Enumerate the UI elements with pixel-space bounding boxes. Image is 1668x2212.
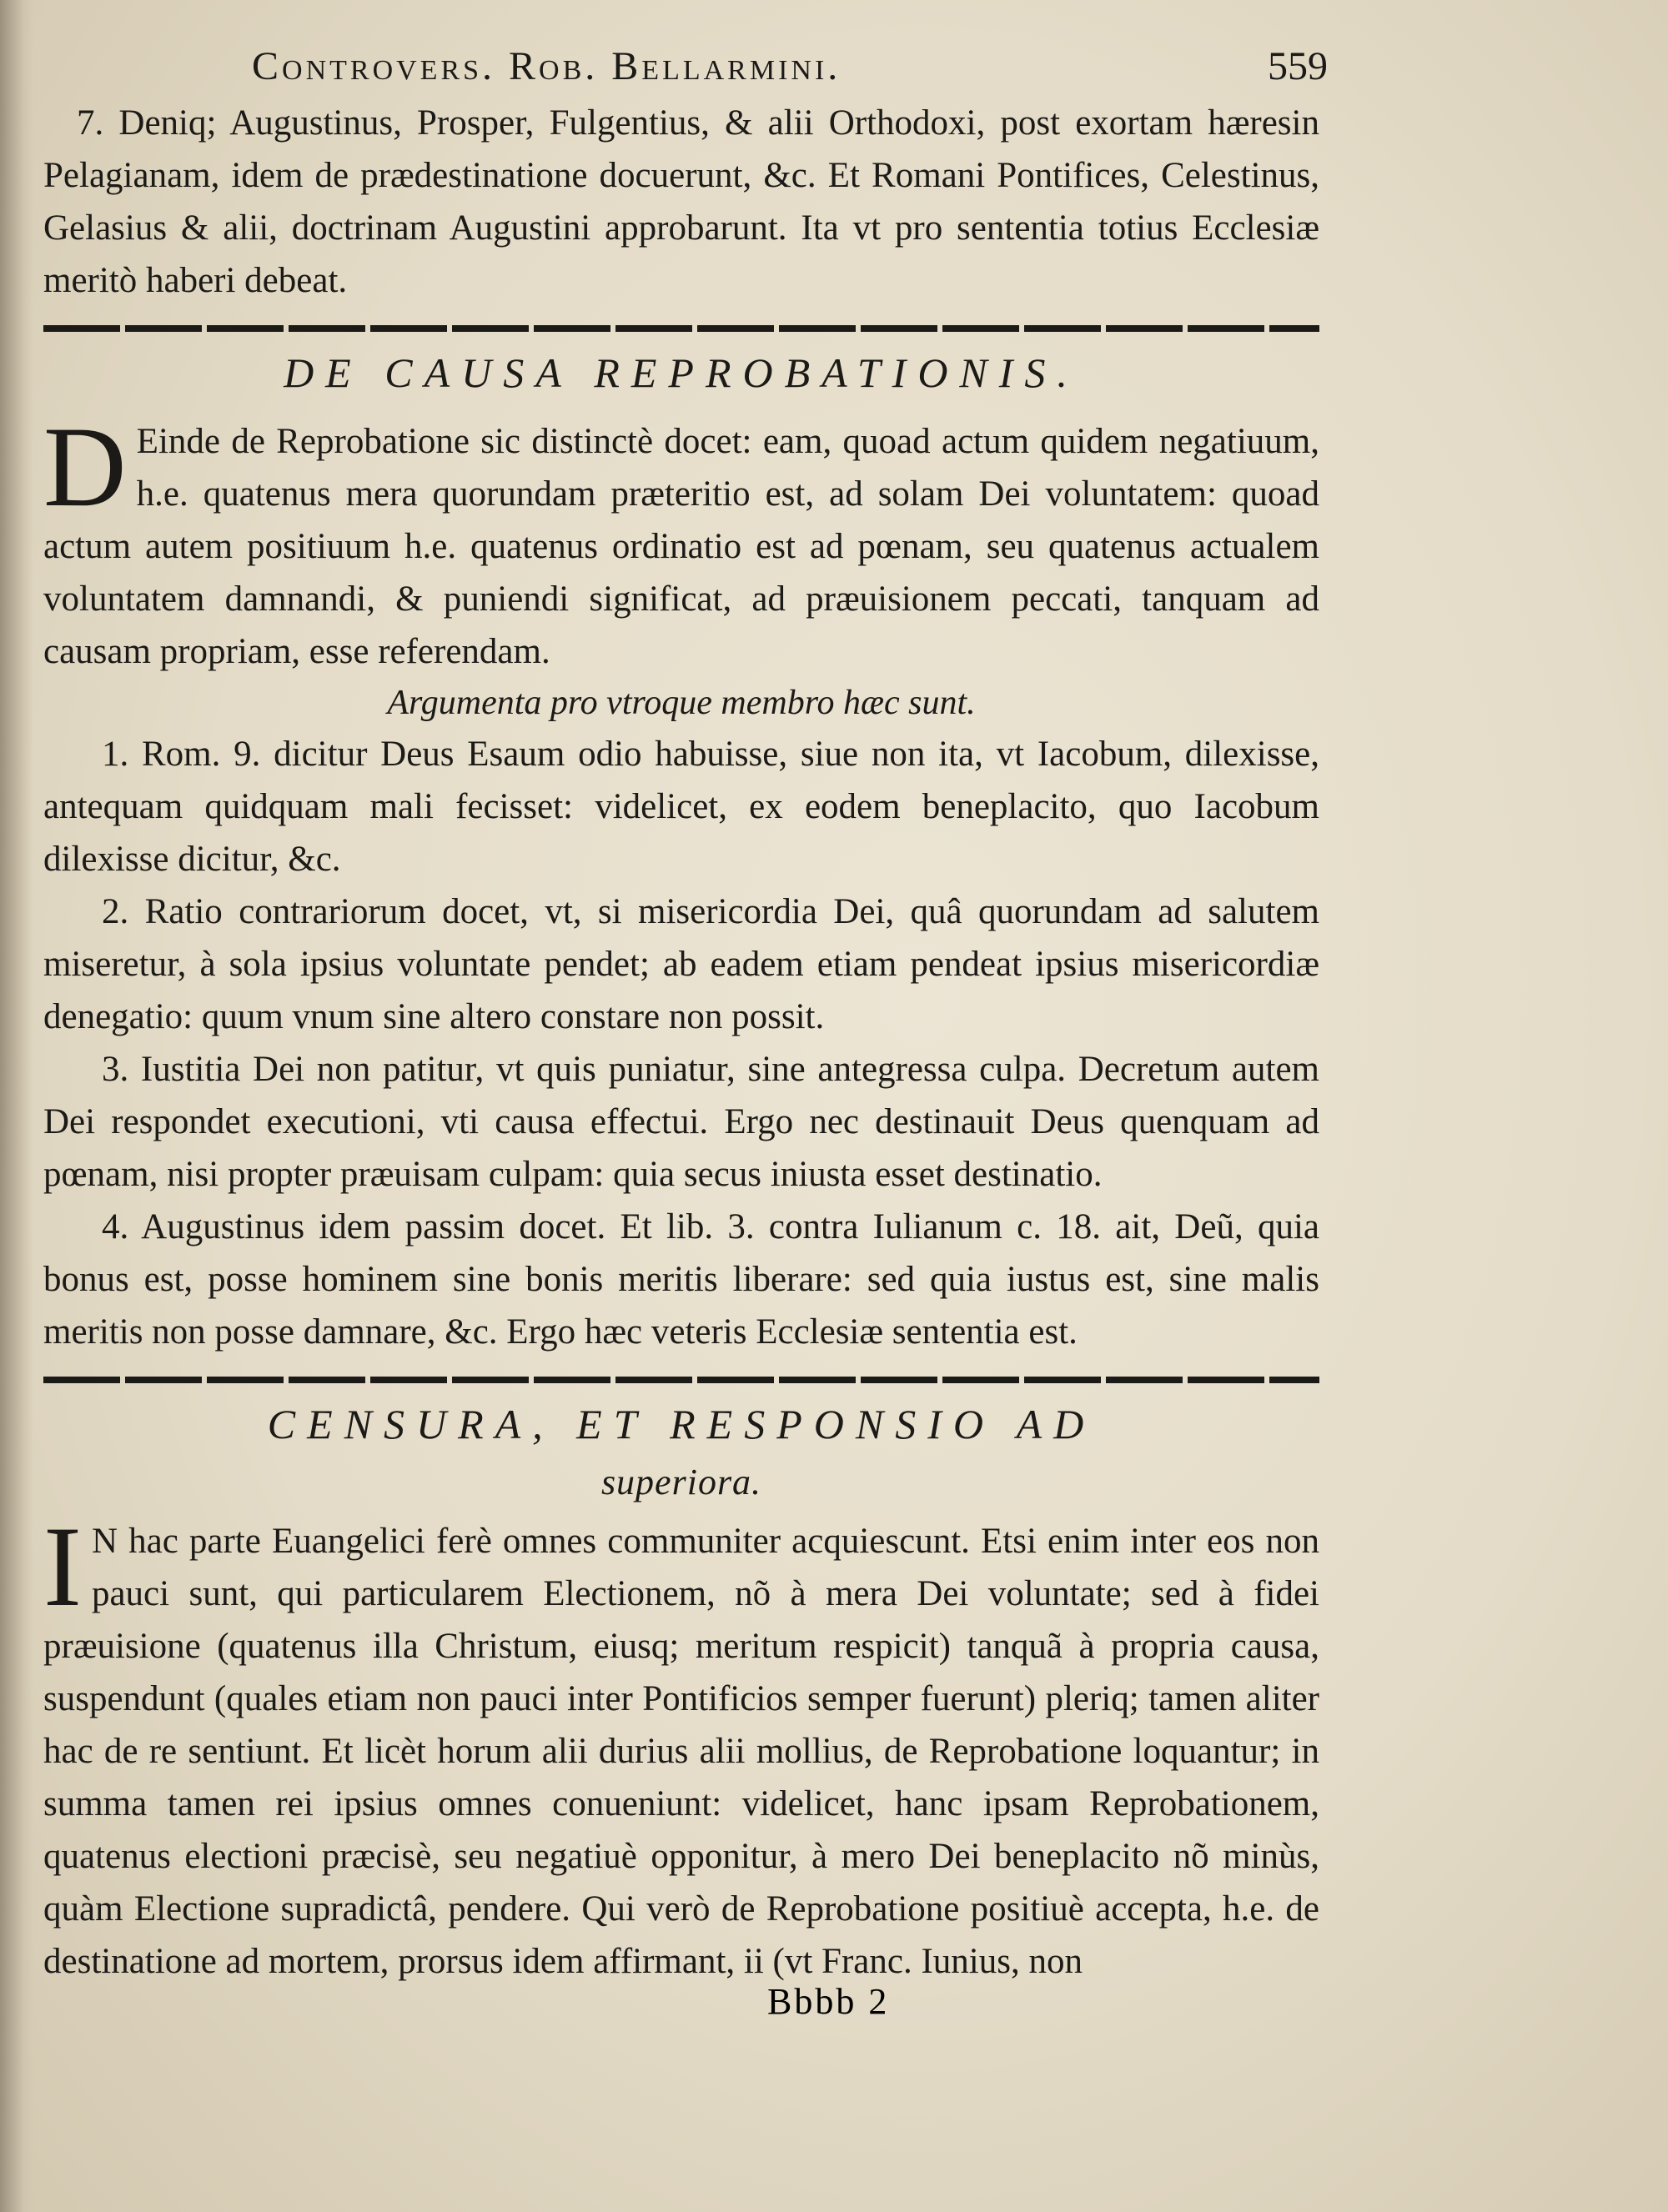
- page-gutter: [0, 0, 33, 2212]
- page-number: 559: [1268, 44, 1328, 88]
- argument-item-4: 4. Augustinus idem passim docet. Et lib. 3. contra Iulianum c. 18. ait, Deũ, quia bonus est, posse hominem sine bonis meritis liberare: sed quia iustus est, sine malis meritis non posse damnare, &c. Ergo hæc veteris Ecclesiæ sententia est.: [43, 1207, 1319, 1352]
- running-title: Controvers. Rob. Bellarmini.: [252, 44, 842, 88]
- section-title-censura: CENSURA, ET RESPONSIO AD: [267, 1401, 1096, 1447]
- section-divider-1: [43, 325, 1319, 332]
- dropcap-d: D: [43, 403, 127, 530]
- argument-item-1: 1. Rom. 9. dicitur Deus Esaum odio habuisse, siue non ita, vt Iacobum, dilexisse, antequam quidquam mali fecisset: videlicet, ex eodem beneplacito, quo Iacobum dilexisse dicitur, &c.: [43, 735, 1319, 879]
- argument-item-3: 3. Iustitia Dei non patitur, vt quis puniatur, sine antegressa culpa. Decretum autem Dei respondet executioni, vti causa effectui. Ergo nec destinauit Deus quenquam ad pœnam, nisi propter præuisam culpam: quia secus iniusta esset destinatio.: [43, 1050, 1319, 1194]
- dropcap-i: I: [43, 1502, 82, 1630]
- intro-paragraph: 7. Deniq; Augustinus, Prosper, Fulgentius, & alii Orthodoxi, post exortam hæresin Pelagianam, idem de prædestinatione docuerunt, &c. Et Romani Pontifices, Celestinus, Gelasius & alii, doctrinam Augustini approbarunt. Ita vt pro sententia totius Ecclesiæ meritò haberi debeat.: [43, 103, 1319, 300]
- section1-body-wrapper: [43, 403, 1319, 678]
- section-divider-2: [43, 1377, 1319, 1383]
- section-title-reprobation: DE CAUSA REPROBATIONIS.: [284, 349, 1079, 396]
- section2-body-wrapper: [43, 1502, 1319, 1988]
- section-subtitle-superiora: superiora.: [600, 1462, 762, 1502]
- arguments-subhead: Argumenta pro vtroque membro hæc sunt.: [387, 684, 976, 722]
- signature-mark: Bbbb 2: [767, 1981, 890, 2022]
- section2-body: N hac parte Euangelici ferè omnes communiter acquiescunt. Etsi enim inter eos non pauci sunt, qui particularem Electionem, nõ à mera Dei voluntate; sed à fidei præuisione (quatenus illa Christum, eiusq; meritum respicit) tanquã à propria causa, suspendunt (quales etiam non pauci inter Pontificios semper fuerunt) pleriq; tamen aliter hac de re sentiunt. Et licèt horum alii durius alii mollius, de Reprobatione loquantur; in summa tamen rei ipsius omnes conueniunt: videlicet, hanc ipsam Reprobationem, quatenus electioni præcisè, seu negatiuè opponitur, à mero Dei beneplacito nõ minùs, quàm Electione supradictâ, pendere. Qui verò de Reprobatione positiuè accepta, h.e. de destinatione ad mortem, prorsus idem affirmant, ii (vt Franc. Iunius, non: [43, 1522, 1319, 1981]
- running-header: [43, 43, 1328, 97]
- argument-item-2: 2. Ratio contrariorum docet, vt, si misericordia Dei, quâ quorundam ad salutem miseretur, à sola ipsius voluntate pendet; ab eadem etiam pendeat ipsius misericordiæ denegatio: quum vnum sine altero constare non possit.: [43, 892, 1319, 1036]
- section1-body: Einde de Reprobatione sic distinctè docet: eam, quoad actum quidem negatiuum, h.e. quatenus mera quorundam præteritio est, ad solam Dei voluntatem: quoad actum autem positiuum h.e. quatenus ordinatio est ad pœnam, seu quatenus actualem voluntatem damnandi, & puniendi significat, ad præuisionem peccati, tanquam ad causam propriam, esse referendam.: [43, 422, 1319, 671]
- text-block: [43, 43, 1328, 1988]
